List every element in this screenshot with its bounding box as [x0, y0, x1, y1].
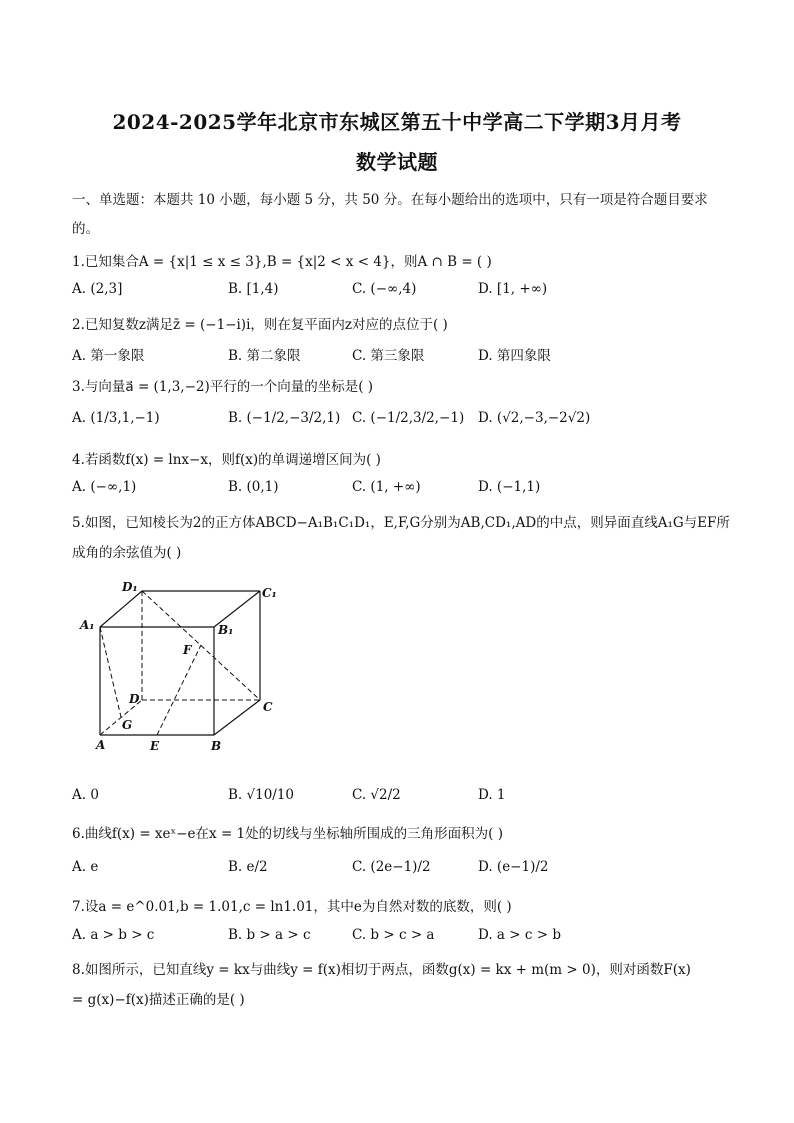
label-d1: D₁: [122, 580, 138, 594]
exam-subtitle: 数学试题: [356, 150, 438, 174]
label-c: C: [263, 700, 273, 714]
question-6-option-d: D. (e−1)/2: [478, 859, 549, 875]
label-c1: C₁: [262, 586, 277, 600]
question-3-option-a: A. (1/3,1,−1): [72, 410, 160, 426]
label-b: B: [211, 739, 222, 753]
section-instruction-line2: 的。: [72, 221, 99, 237]
cube-figure: [72, 572, 287, 762]
question-1-stem: 1.已知集合A = {x|1 ≤ x ≤ 3},B = {x|2 < x < 4}，则A ∩ B = ( ): [72, 254, 492, 270]
question-7-option-d: D. a > c > b: [478, 927, 561, 943]
question-5-stem-line2: 成角的余弦值为( ): [72, 545, 182, 561]
question-3-option-c: C. (−1/2,3/2,−1): [352, 410, 465, 426]
question-4-option-c: C. (1, +∞): [352, 479, 421, 495]
question-8-stem-line2: = g(x)−f(x)描述正确的是( ): [72, 992, 245, 1008]
label-a1: A₁: [80, 618, 95, 632]
label-d: D: [129, 692, 140, 706]
question-3-stem: 3.与向量a⃗ = (1,3,−2)平行的一个向量的坐标是( ): [72, 379, 374, 395]
question-3-option-b: B. (−1/2,−3/2,1): [228, 410, 341, 426]
section-instruction-line1: 一、单选题：本题共 10 小题，每小题 5 分，共 50 分。在每小题给出的选项中，只有一项是符合题目要求: [72, 192, 708, 208]
question-4-option-d: D. (−1,1): [478, 479, 541, 495]
question-5-option-c: C. √2/2: [352, 787, 401, 803]
question-5-option-d: D. 1: [478, 787, 506, 803]
question-7-option-b: B. b > a > c: [228, 927, 311, 943]
question-4-option-b: B. (0,1): [228, 479, 279, 495]
question-5-option-b: B. √10/10: [228, 787, 295, 803]
question-2-option-b: B. 第二象限: [228, 348, 301, 364]
label-g: G: [122, 718, 133, 732]
question-2-option-d: D. 第四象限: [478, 348, 551, 364]
question-3-option-d: D. (√2,−3,−2√2): [478, 410, 591, 426]
label-f: F: [183, 643, 192, 657]
question-6-option-c: C. (2e−1)/2: [352, 859, 431, 875]
question-7-option-a: A. a > b > c: [72, 927, 155, 943]
question-8-stem-line1: 8.如图所示，已知直线y = kx与曲线y = f(x)相切于两点，函数g(x) = kx + m(m > 0)，则对函数F(x): [72, 962, 691, 978]
question-6-option-b: B. e/2: [228, 859, 268, 875]
question-2-option-c: C. 第三象限: [352, 348, 425, 364]
question-2-stem: 2.已知复数z满足z̄ = (−1−i)i，则在复平面内z对应的点位于( ): [72, 317, 448, 333]
question-1-option-c: C. (−∞,4): [352, 281, 417, 297]
question-7-stem: 7.设a = e^0.01,b = 1.01,c = ln1.01，其中e为自然对数的底数，则( ): [72, 899, 512, 915]
question-6-option-a: A. e: [72, 859, 99, 875]
question-1-option-a: A. (2,3]: [72, 281, 123, 297]
question-5-stem-line1: 5.如图，已知棱长为2的正方体ABCD−A₁B₁C₁D₁，E,F,G分别为AB,CD₁,AD的中点，则异面直线A₁G与EF所: [72, 515, 730, 531]
question-4-stem: 4.若函数f(x) = lnx−x，则f(x)的单调递增区间为( ): [72, 452, 381, 468]
label-b1: B₁: [218, 623, 234, 637]
question-2-option-a: A. 第一象限: [72, 348, 145, 364]
label-e: E: [150, 739, 160, 753]
question-7-option-c: C. b > c > a: [352, 927, 435, 943]
question-5-option-a: A. 0: [72, 787, 99, 803]
question-4-option-a: A. (−∞,1): [72, 479, 137, 495]
question-1-option-d: D. [1, +∞): [478, 281, 548, 297]
question-6-stem: 6.曲线f(x) = xeˣ−e在x = 1处的切线与坐标轴所围成的三角形面积为( ): [72, 826, 503, 842]
question-1-option-b: B. [1,4): [228, 281, 279, 297]
exam-title: 2024-2025学年北京市东城区第五十中学高二下学期3月月考: [112, 110, 682, 134]
label-a: A: [96, 738, 106, 752]
